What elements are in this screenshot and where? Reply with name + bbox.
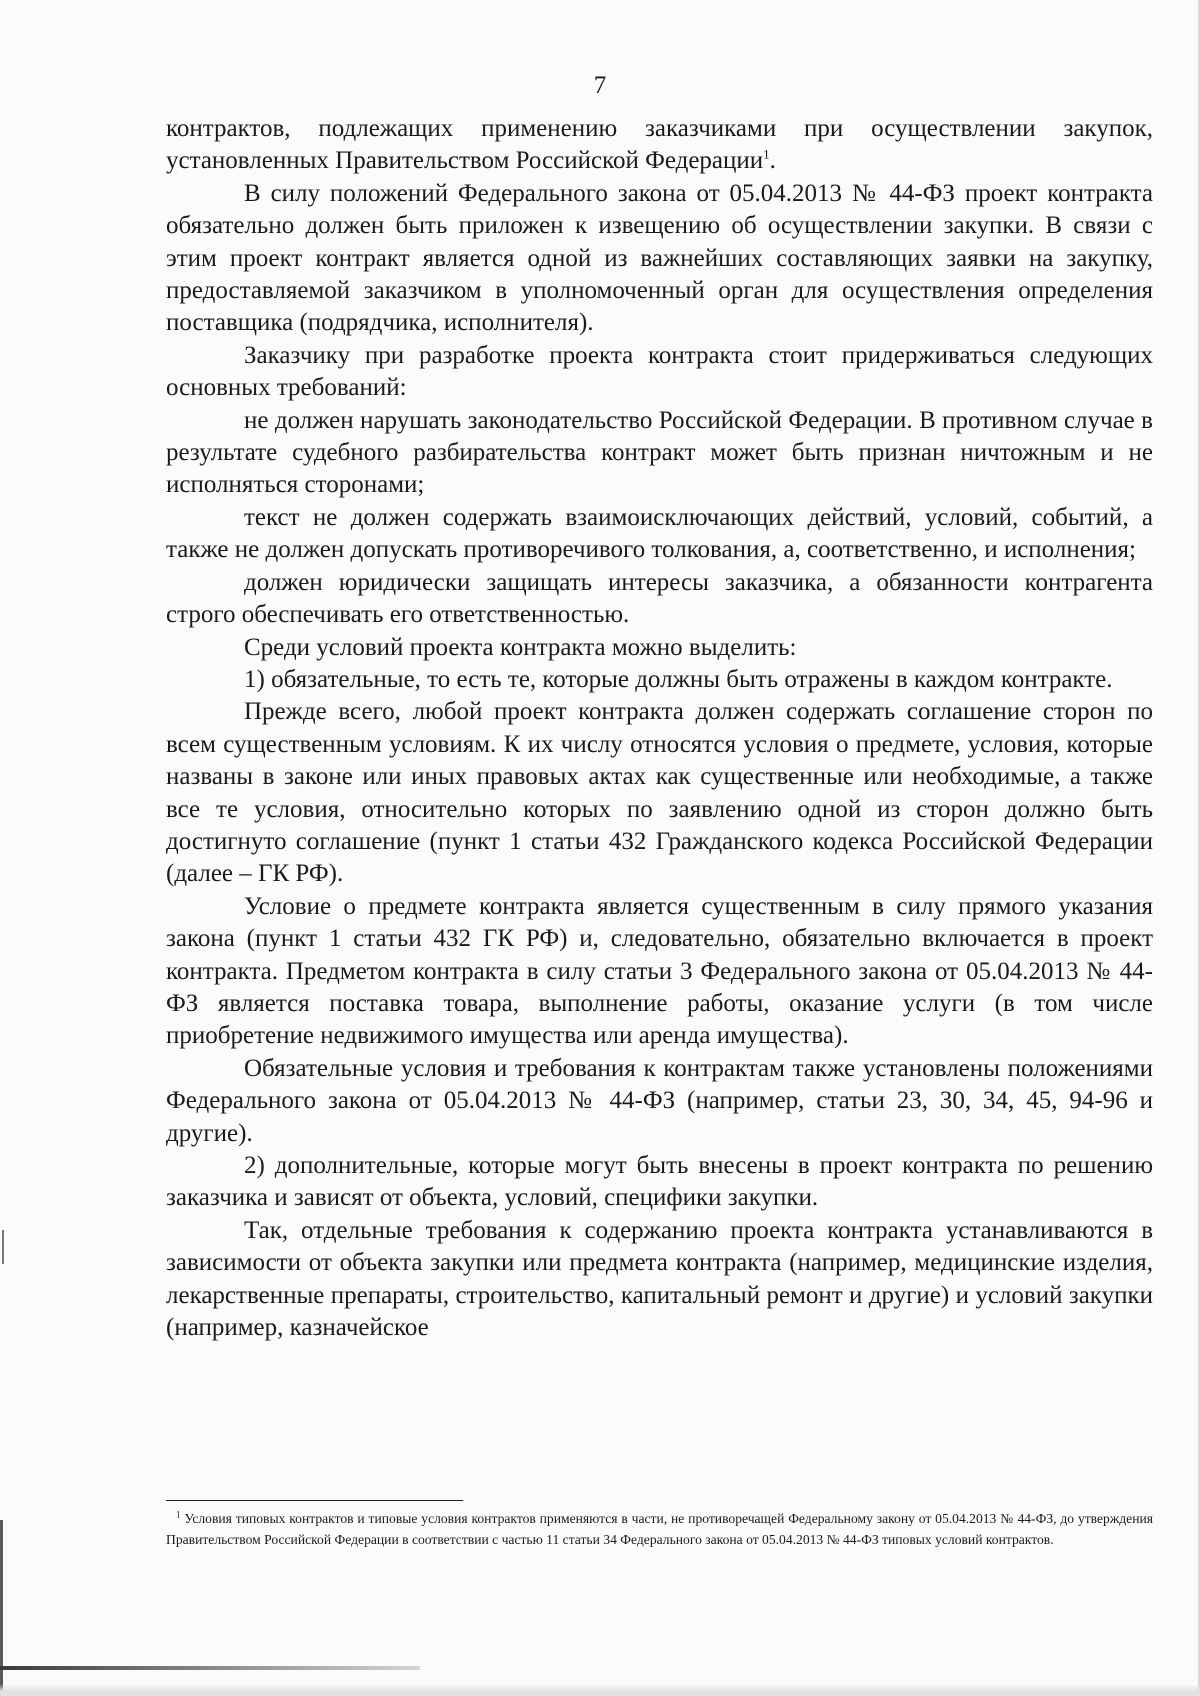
scan-smudge: [0, 1666, 420, 1670]
paragraph: Прежде всего, любой проект контракта должен содержать соглашение сторон по всем существенным условиям. К их числу относятся условия о предмете, условия, которые названы в законе или иных правовых актах как существенные или необходимые, а также все те условия, относительно которых по заявлению одной из сторон должно быть достигнуто соглашение (пункт 1 статьи 432 Гражданского кодекса Российской Федерации (далее – ГК РФ).: [166, 698, 1153, 888]
paragraph: Заказчику при разработке проекта контракта стоит придерживаться следующих основных требований:: [166, 341, 1153, 402]
paragraph: Так, отдельные требования к содержанию проекта контракта устанавливаются в зависимости от объекта закупки или предмета контракта (например, медицинские изделия, лекарственные препараты, строительство, капитальный ремонт и другие) и условий закупки (например, казначейское: [166, 1216, 1153, 1342]
footnote-marker: 1: [176, 1509, 181, 1520]
scan-edge-bottom: [0, 1684, 1200, 1696]
body-text: [166, 113, 1153, 1344]
list-item: 1) обязательные, то есть те, которые должны быть отражены в каждом контракте.: [244, 665, 1113, 693]
paragraph-text: контрактов, подлежащих применению заказчиками при осуществлении закупок, установленных Правительством Российской Федерации: [166, 115, 1153, 175]
list-item: не должен нарушать законодательство Российской Федерации. В противном случае в результате судебного разбирательства контракт может быть признан ничтожным и не исполняться сторонами;: [166, 406, 1153, 499]
footnote: [166, 1509, 1153, 1550]
list-item: должен юридически защищать интересы заказчика, а обязанности контрагента строго обеспечивать его ответственностью.: [166, 568, 1153, 629]
paragraph: Условие о предмете контракта является существенным в силу прямого указания закона (пункт 1 статьи 432 ГК РФ) и, следовательно, обязательно включается в проект контракта. Предметом контракта в силу статьи 3 Федерального закона от 05.04.2013 № 44-ФЗ является поставка товара, выполнение работы, оказание услуги (в том числе приобретение недвижимого имущества или аренда имущества).: [166, 892, 1153, 1050]
paragraph: В силу положений Федерального закона от 05.04.2013 № 44-ФЗ проект контракта обязательно должен быть приложен к извещению об осуществлении закупки. В связи с этим проект контракт является одной из важнейших составляющих заявки на закупку, предоставляемой заказчиком в уполномоченный орган для осуществления определения поставщика (подрядчика, исполнителя).: [166, 179, 1153, 337]
paragraph-punctuation: .: [769, 147, 776, 175]
footnote-reference: 1: [763, 147, 770, 163]
list-item: текст не должен содержать взаимоисключающих действий, условий, событий, а также не должен допускать противоречивого толкования, а, соответственно, и исполнения;: [166, 503, 1153, 564]
paragraph: Среди условий проекта контракта можно выделить:: [244, 633, 797, 661]
paragraph: Обязательные условия и требования к контрактам также установлены положениями Федерального закона от 05.04.2013 № 44-ФЗ (например, статьи 23, 30, 34, 45, 94-96 и другие).: [166, 1054, 1153, 1147]
page-number: 7: [593, 72, 607, 99]
scan-mark: [2, 1230, 4, 1264]
footnote-divider: [166, 1500, 463, 1501]
paragraph: [166, 113, 1153, 178]
footnote-text: Условия типовых контрактов и типовые условия контрактов применяются в части, не противоречащей Федеральному закону от 05.04.2013 № 44-ФЗ, до утверждения Правительством Российской Федерации в соответствии с частью 11 статьи 34 Федерального закона от 05.04.2013 № 44-ФЗ типовых условий контрактов.: [166, 1511, 1153, 1547]
list-item: 2) дополнительные, которые могут быть внесены в проект контракта по решению заказчика и зависят от объекта, условий, специфики закупки.: [166, 1152, 1153, 1212]
